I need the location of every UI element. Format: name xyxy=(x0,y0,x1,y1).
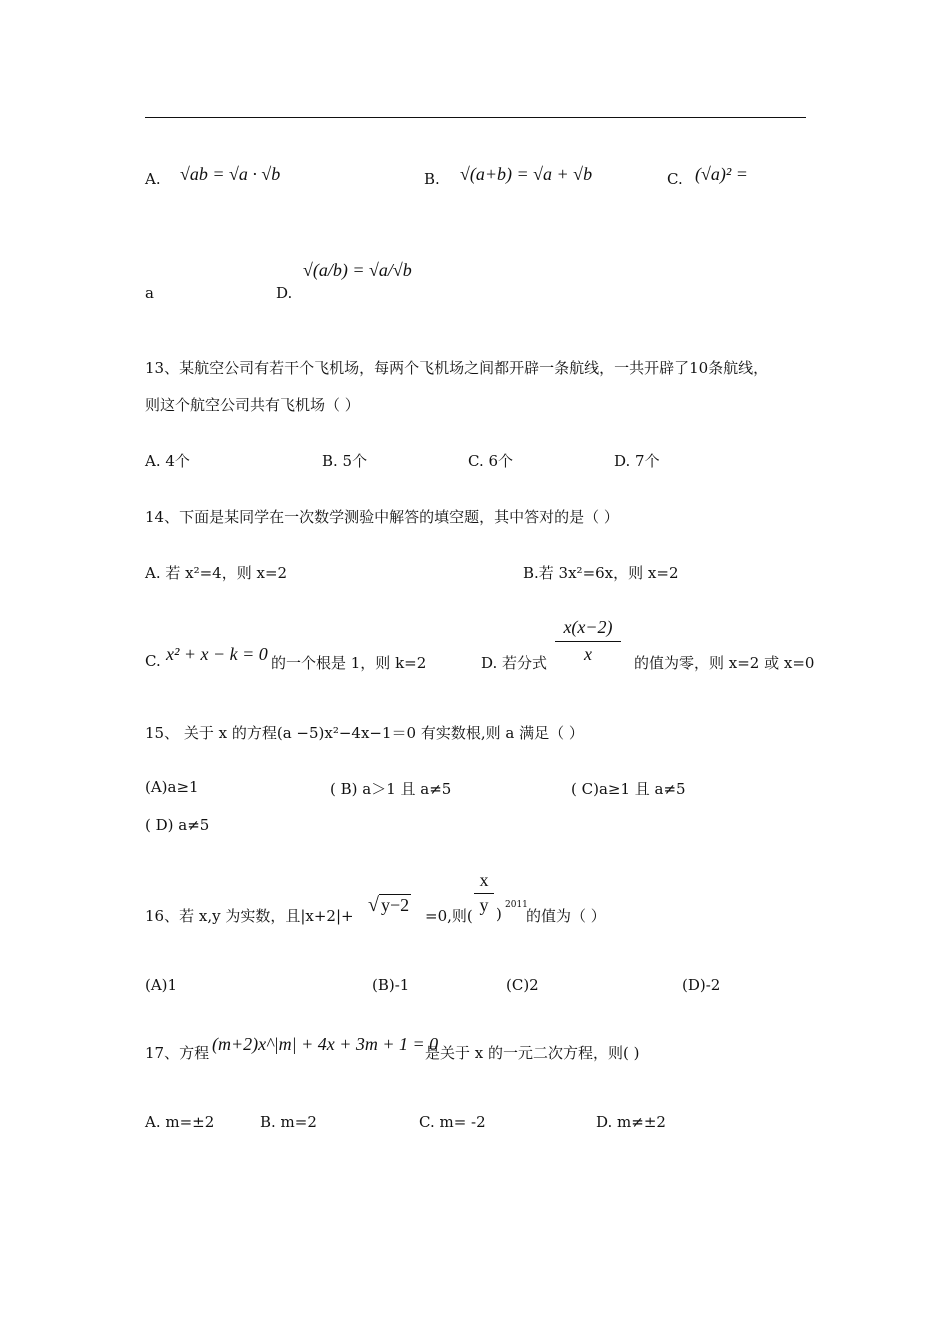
q14-option-c-equation: x² + x − k = 0 xyxy=(166,644,268,664)
q16-fraction xyxy=(474,870,494,916)
fraction-numerator: x(x−2) xyxy=(555,617,621,642)
q16-radical xyxy=(368,894,411,917)
q14-stem: 14、下面是某同学在一次数学测验中解答的填空题，其中答对的是（ ） xyxy=(145,508,619,526)
q17-stem-end: 是关于 x 的一元二次方程，则( ) xyxy=(425,1044,640,1062)
q14-option-d-fraction xyxy=(555,617,621,665)
q13-option-c: C. 6个 xyxy=(468,452,514,470)
radicand: y−2 xyxy=(380,895,410,915)
q17-option-c: C. m= -2 xyxy=(419,1113,486,1131)
q13-option-d: D. 7个 xyxy=(614,452,660,470)
q12-option-d-label: D. xyxy=(276,284,293,302)
q14-option-d-label: D. 若分式 xyxy=(481,654,548,672)
q12-option-a-label: A. xyxy=(145,170,161,188)
q13-option-b: B. 5个 xyxy=(322,452,368,470)
q12-option-b-label: B. xyxy=(424,170,440,188)
q13-stem-line1: 13、某航空公司有若干个飞机场，每两个飞机场之间都开辟一条航线，一共开辟了10条航线， xyxy=(145,359,769,377)
q15-option-c: ( C)a≥1 且 a≠5 xyxy=(571,780,686,798)
q14-option-a: A. 若 x²=4，则 x=2 xyxy=(145,564,288,582)
q16-option-a: (A)1 xyxy=(145,976,178,994)
q14-option-c-text: 的一个根是 1，则 k=2 xyxy=(271,654,427,672)
q17-option-d: D. m≠±2 xyxy=(596,1113,666,1131)
q15-option-d: ( D) a≠5 xyxy=(145,816,210,834)
q12-option-a-formula: √ab = √a · √b xyxy=(180,164,281,184)
fraction-denominator: x xyxy=(584,644,592,664)
q13-option-a: A. 4个 xyxy=(145,452,190,470)
q14-option-d-text: 的值为零，则 x=2 或 x=0 xyxy=(634,654,815,672)
q12-option-d-formula: √(a/b) = √a/√b xyxy=(303,260,412,280)
q17-option-a: A. m=±2 xyxy=(145,1113,215,1131)
q16-option-b: (B)-1 xyxy=(372,976,410,994)
q17-equation: (m+2)x^|m| + 4x + 3m + 1 = 0 xyxy=(212,1034,439,1054)
q15-option-b: ( B) a＞1 且 a≠5 xyxy=(330,780,452,798)
q17-option-b: B. m=2 xyxy=(260,1113,317,1131)
q14-option-c-label: C. xyxy=(145,652,161,670)
q17-stem-start: 17、方程 xyxy=(145,1044,210,1062)
q14-option-b: B.若 3x²=6x，则 x=2 xyxy=(523,564,679,582)
q16-stem-equals: =0,则( xyxy=(425,907,473,925)
q16-option-d: (D)-2 xyxy=(682,976,721,994)
q12-option-c-continued: a xyxy=(145,284,154,302)
sqrt-sign: √ xyxy=(368,894,379,916)
q16-stem-end: 的值为（ ） xyxy=(526,907,606,925)
header-rule xyxy=(145,117,806,118)
fraction-numerator: x xyxy=(474,870,494,894)
q13-stem-line2: 则这个航空公司共有飞机场（ ） xyxy=(145,396,360,414)
q12-option-c-label: C. xyxy=(667,170,683,188)
q15-stem: 15、 关于 x 的方程(a −5)x²−4x−1＝0 有实数根,则 a 满足（ ） xyxy=(145,724,584,742)
q16-exponent: 2011 xyxy=(505,900,528,910)
q16-option-c: (C)2 xyxy=(506,976,539,994)
q15-option-a: (A)a≥1 xyxy=(145,778,199,796)
q12-option-b-formula: √(a+b) = √a + √b xyxy=(460,164,593,184)
fraction-denominator: y xyxy=(479,895,489,915)
q12-option-c-formula: (√a)² = xyxy=(695,164,748,184)
q16-stem-start: 16、若 x,y 为实数，且|x+2|+ xyxy=(145,907,354,925)
q16-close-paren: ) xyxy=(496,905,502,923)
